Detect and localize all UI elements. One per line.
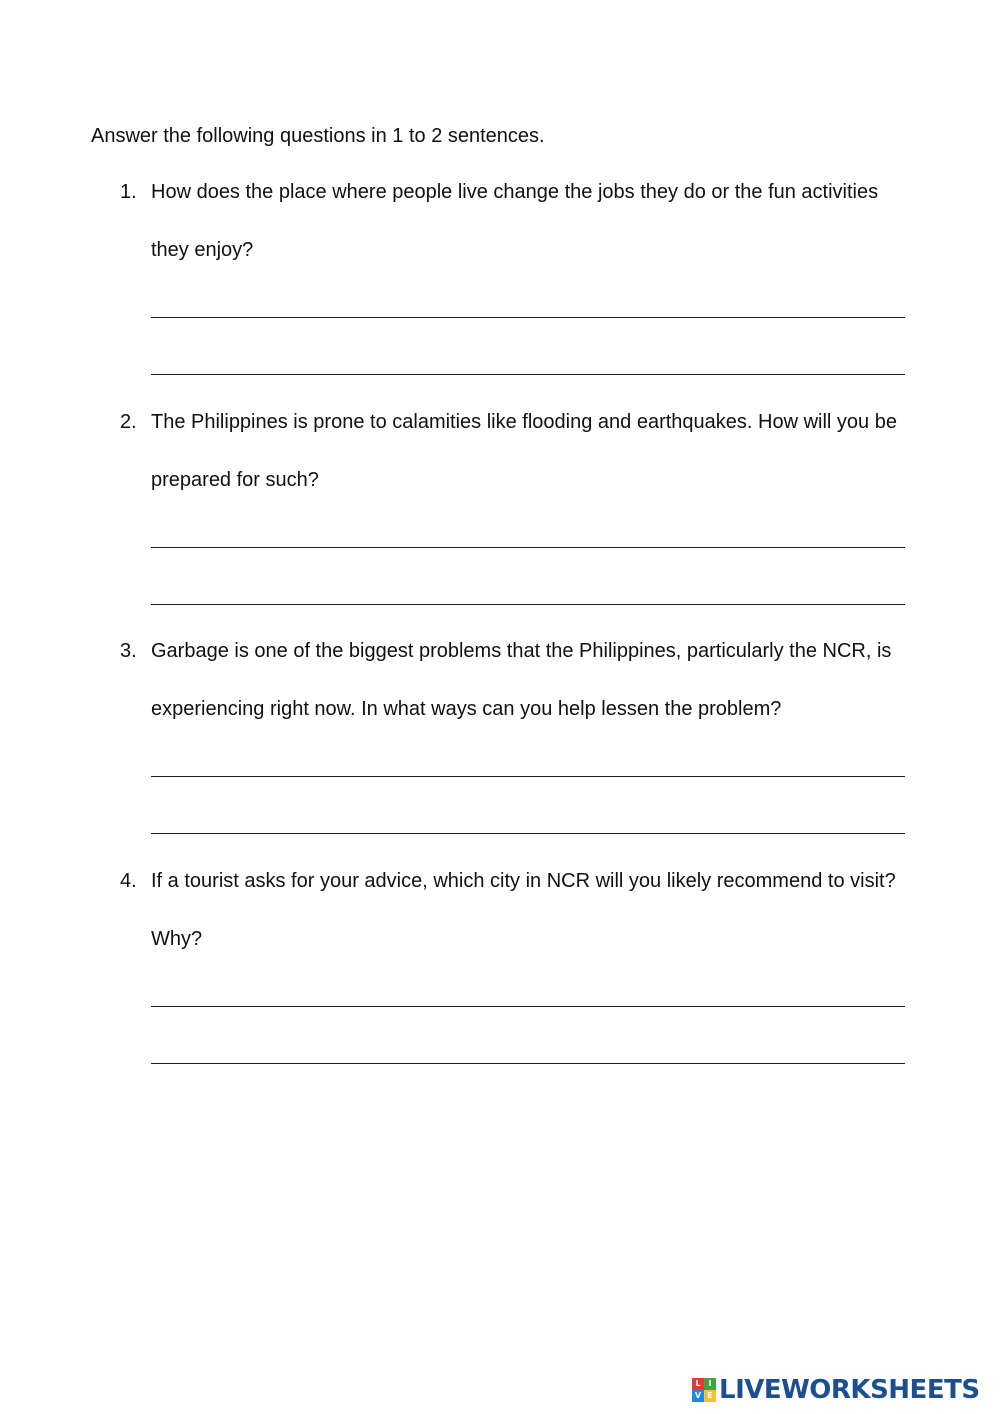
logo-mark-cell: V — [692, 1390, 704, 1402]
answer-line[interactable] — [151, 547, 905, 548]
question-text: The Philippines is prone to calamities like flooding and earthquakes. How will you be prepared for such? — [151, 411, 897, 491]
answer-line[interactable] — [151, 317, 905, 318]
question-text: Garbage is one of the biggest problems that the Philippines, particularly the NCR, is experiencing right now. In what ways can you help lessen the problem? — [151, 640, 892, 720]
liveworksheets-logo — [692, 1374, 980, 1406]
logo-mark-icon — [692, 1378, 716, 1402]
answer-line[interactable] — [151, 776, 905, 777]
logo-mark-cell: L — [692, 1378, 704, 1390]
answer-line[interactable] — [151, 1063, 905, 1064]
question-number: 4. — [120, 870, 137, 892]
question-text: If a tourist asks for your advice, which city in NCR will you likely recommend to visit? Why? — [151, 870, 896, 950]
logo-mark-cell: E — [704, 1390, 716, 1402]
answer-line[interactable] — [151, 604, 905, 605]
question-number: 2. — [120, 411, 137, 433]
question-text: How does the place where people live change the jobs they do or the fun activities they enjoy? — [151, 181, 879, 261]
answer-line[interactable] — [151, 833, 905, 834]
answer-line[interactable] — [151, 374, 905, 375]
question-number: 3. — [120, 640, 137, 662]
instruction-text: Answer the following questions in 1 to 2 sentences. — [91, 125, 545, 147]
logo-text: LIVEWORKSHEETS — [719, 1375, 980, 1405]
logo-mark-cell: I — [704, 1378, 716, 1390]
answer-line[interactable] — [151, 1006, 905, 1007]
question-number: 1. — [120, 181, 137, 203]
